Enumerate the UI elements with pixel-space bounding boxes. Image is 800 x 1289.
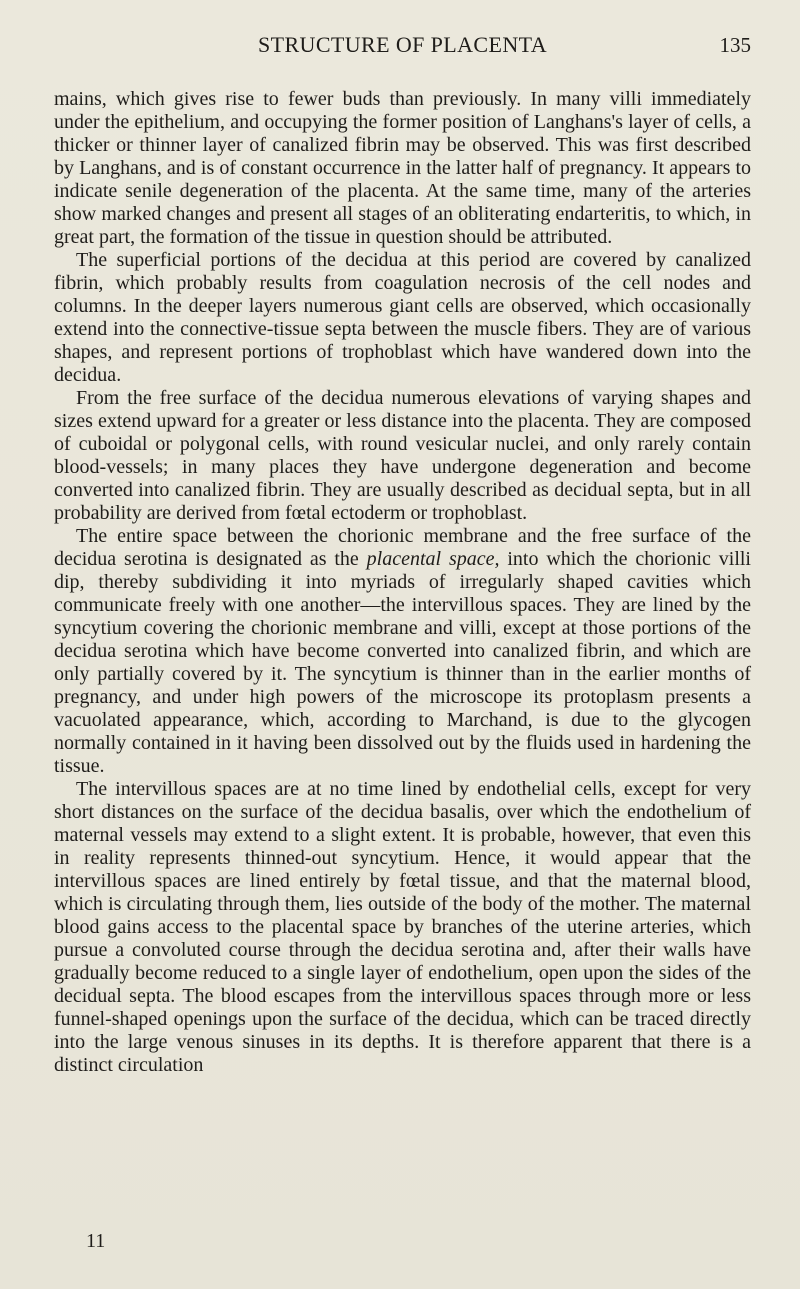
paragraph-2: The superficial portions of the decidua at this period are covered by canalized fibrin, which probably results from coagulation necrosis of the cell nodes and columns. In the deeper layers numerous giant cells are observed, which occasionally extend into the connective-tissue septa between the muscle fibers. They are of various shapes, and represent portions of trophoblast which have wandered down into the decidua. — [54, 249, 751, 386]
signature-mark: 11 — [86, 1230, 106, 1252]
running-head — [54, 31, 751, 59]
paragraph-4 — [54, 525, 751, 778]
italic-term-placental-space: placental space, — [366, 548, 500, 570]
paragraph-1: mains, which gives rise to fewer buds than previously. In many villi immediately under the epithelium, and occupying the former position of Langhans's layer of cells, a thicker or thinner layer of canalized fibrin may be observed. This was first described by Langhans, and is of constant occurrence in the latter half of pregnancy. It appears to indicate senile degeneration of the placenta. At the same time, many of the arteries show marked changes and present all stages of an obliterating endarteritis, to which, in great part, the formation of the tissue in question should be attributed. — [54, 88, 751, 248]
running-title: STRUCTURE OF PLACENTA — [258, 32, 547, 57]
paragraph-4-before: The entire space between the chorionic membrane and the free surface of the decidua serotina is designated as the — [54, 525, 751, 570]
paragraph-3: From the free surface of the decidua numerous elevations of varying shapes and sizes extend upward for a greater or less distance into the placenta. They are composed of cuboidal or polygonal cells, with round vesicular nuclei, and only rarely contain blood-vessels; in many places they have undergone degeneration and become converted into canalized fibrin. They are usually described as decidual septa, but in all probability are derived from fœtal ectoderm or trophoblast. — [54, 387, 751, 524]
paragraph-5: The intervillous spaces are at no time lined by endothelial cells, except for very short distances on the surface of the decidua basalis, over which the endothelium of maternal vessels may extend to a slight extent. It is probable, however, that even this in reality represents thinned-out syncytium. Hence, it would appear that the intervillous spaces are lined entirely by fœtal tissue, and that the maternal blood, which is circulating through them, lies outside of the body of the mother. The maternal blood gains access to the placental space by branches of the uterine arteries, which pursue a convoluted course through the decidua serotina and, after their walls have gradually become reduced to a single layer of endothelium, open upon the sides of the decidual septa. The blood escapes from the intervillous spaces through more or less funnel-shaped openings upon the surface of the decidua, which can be traced directly into the large venous sinuses in its depths. It is therefore apparent that there is a distinct circulation — [54, 778, 751, 1076]
body-text — [54, 88, 751, 1077]
paragraph-4-after: into which the chorionic villi dip, thereby subdividing it into myriads of irregularly shaped cavities which communicate freely with one another—the intervillous spaces. They are lined by the syncytium covering the chorionic membrane and villi, except at those portions of the decidua serotina which have become converted into canalized fibrin, and which are only partially covered by it. The syncytium is thinner than in the earlier months of pregnancy, and under high powers of the microscope its protoplasm presents a vacuolated appearance, which, according to Marchand, is due to the glycogen normally contained in it having been dissolved out by the fluids used in hardening the tissue. — [54, 548, 751, 777]
page-number: 135 — [719, 33, 751, 57]
